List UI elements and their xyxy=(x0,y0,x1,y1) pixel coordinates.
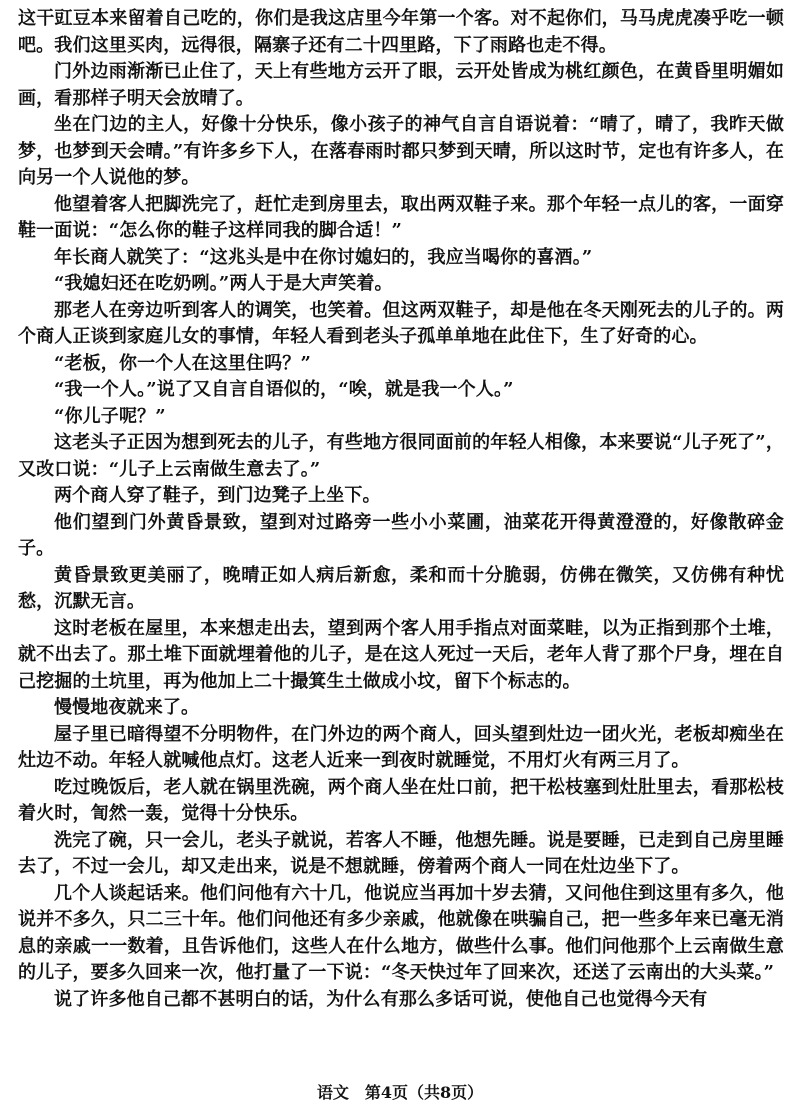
paragraph: 坐在门边的主人，好像十分快乐，像小孩子的神气自言自语说着：“晴了，晴了，我昨天做梦，也梦到天会晴。”有许多乡下人，在落春雨时都只梦到天晴，所以这时节，定也有许多人，在向另一个人说他的梦。 xyxy=(18,114,784,188)
paragraph: “你儿子呢？” xyxy=(54,405,166,427)
paragraph: 年长商人就笑了：“这兆头是中在你讨媳妇的，我应当喝你的喜酒。” xyxy=(54,246,593,268)
paragraph: “我媳妇还在吃奶咧。”两人于是大声笑着。 xyxy=(54,273,393,294)
paragraph: 那老人在旁边听到客人的调笑，也笑着。但这两双鞋子，却是他在冬天刚死去的儿子的。两个商人正谈到家庭儿女的事情，年轻人看到老头子孤单单地在此住下，生了好奇的心。 xyxy=(18,299,784,347)
paragraph: “老板，你一个人在这里住吗？” xyxy=(54,352,311,374)
document-page xyxy=(18,6,784,1066)
paragraph: 几个人谈起话来。他们问他有六十几，他说应当再加十岁去猜，又问他住到这里有多久，他说并不多久，只二三十年。他们问他还有多少亲戚，他就像在哄骗自己，把一些多年来已毫无消息的亲戚一一数着，且告诉他们，这些人在什么地方，做些什么事。他们问他那个上云南做生意的儿子，要多久回来一次，他打量了一下说：“冬天快过年了回来次，还送了云南出的大头菜。” xyxy=(18,882,784,983)
paragraph: 说了许多他自己都不甚明白的话，为什么有那么多话可说，使他自己也觉得今天有 xyxy=(54,988,708,1010)
paragraph: 慢慢地夜就来了。 xyxy=(54,697,200,718)
page-footer: 语文 第4页（共8页） xyxy=(316,1083,484,1102)
paragraph: 这时老板在屋里，本来想走出去，望到两个客人用手指点对面菜畦，以为正指到那个土堆，就不出去了。那土堆下面就埋着他的儿子，是在这人死过一天后，老年人背了那个尸身，埋在自己挖掘的土坑里，再为他加上二十撮箕生土做成小坟，留下个标志的。 xyxy=(18,617,784,692)
paragraph: 门外边雨渐渐已止住了，天上有些地方云开了眼，云开处皆成为桃红颜色，在黄昏里明媚如画，看那样子明天会放晴了。 xyxy=(18,61,784,109)
paragraph: 两个商人穿了鞋子，到门边凳子上坐下。 xyxy=(54,485,381,506)
paragraph: 他望着客人把脚洗完了，赶忙走到房里去，取出两双鞋子来。那个年轻一点儿的客，一面穿鞋一面说：“怎么你的鞋子这样同我的脚合适！” xyxy=(18,193,784,241)
paragraph: 这老头子正因为想到死去的儿子，有些地方很同面前的年轻人相像，本来要说“儿子死了”，又改口说：“儿子上云南做生意去了。” xyxy=(18,432,784,480)
paragraph: 黄昏景致更美丽了，晚晴正如人病后新愈，柔和而十分脆弱，仿佛在微笑，又仿佛有种忧愁，沉默无言。 xyxy=(18,564,784,612)
paragraph: 吃过晚饭后，老人就在锅里洗碗，两个商人坐在灶口前，把干松枝塞到灶肚里去，看那松枝着火时，訇然一轰，觉得十分快乐。 xyxy=(18,776,784,824)
paragraph: “我一个人。”说了又自言自语似的，“唉，就是我一个人。” xyxy=(54,379,514,400)
paragraph: 这干豇豆本来留着自己吃的，你们是我这店里今年第一个客。对不起你们，马马虎虎凑乎吃一顿吧。我们这里买肉，远得很，隔寨子还有二十四里路，下了雨路也走不得。 xyxy=(18,8,784,56)
paragraph: 屋子里已暗得望不分明物件，在门外边的两个商人，回头望到灶边一团火光，老板却痴坐在灶边不动。年轻人就喊他点灯。这老人近来一到夜时就睡觉，不用灯火有两三月了。 xyxy=(18,723,784,771)
document-body xyxy=(18,6,784,1013)
paragraph: 他们望到门外黄昏景致，望到对过路旁一些小小菜圃，油菜花开得黄澄澄的，好像散碎金子。 xyxy=(18,511,784,559)
paragraph: 洗完了碗，只一会儿，老头子就说，若客人不睡，他想先睡。说是要睡，已走到自己房里睡去了，不过一会儿，却又走出来，说是不想就睡，傍着两个商人一同在灶边坐下了。 xyxy=(18,829,784,877)
